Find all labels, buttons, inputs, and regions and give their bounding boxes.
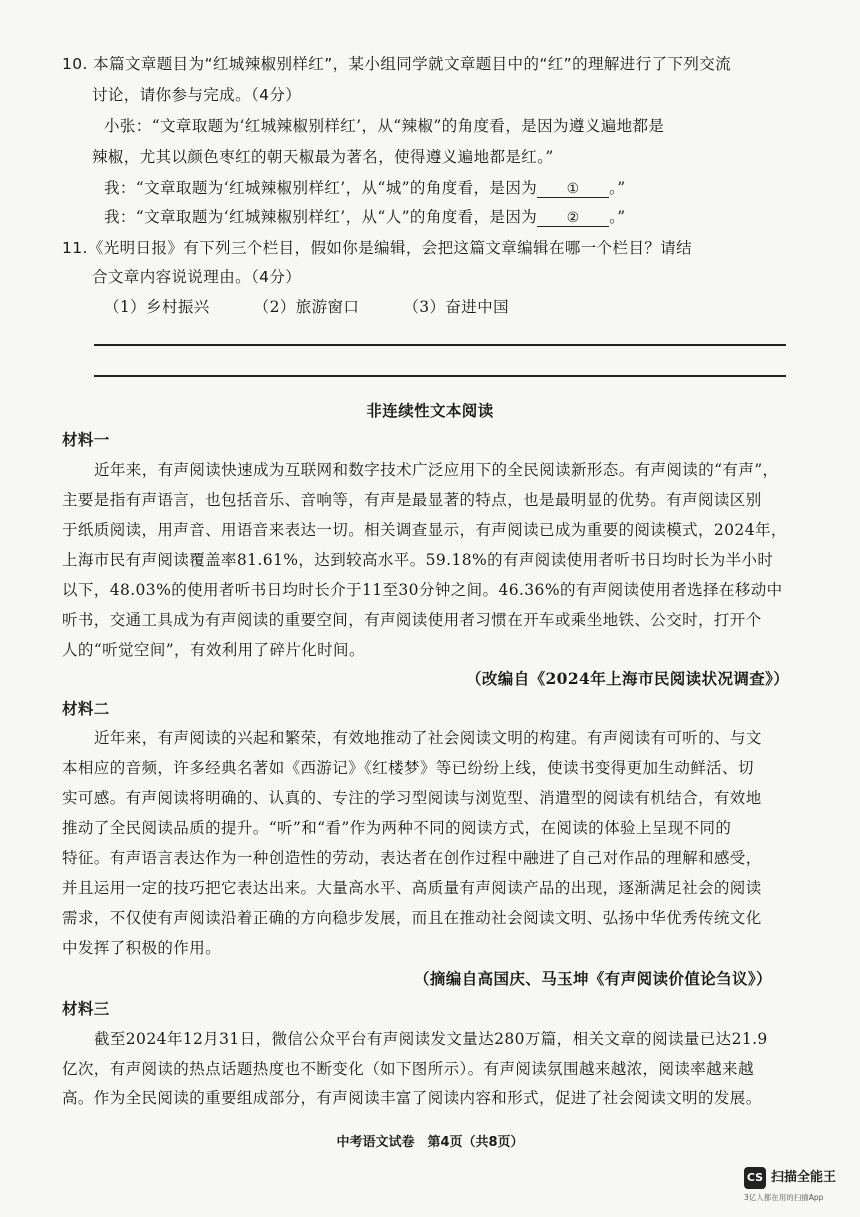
scanner-tagline: 3亿人都在用的扫描App xyxy=(744,1193,824,1202)
answer-line-2[interactable] xyxy=(94,375,786,377)
answer-1-prefix: 我：“文章取题为‘红城辣椒别样红’，从“城”的角度看，是因为 xyxy=(104,179,538,197)
material-3-label: 材料三 xyxy=(62,1000,110,1018)
answer-blank-1[interactable] xyxy=(537,177,609,198)
material-2-line: 本相应的音频，许多经典名著如《西游记》《红楼梦》等已纷纷上线，使读书变得更加生动鲜活、切 xyxy=(62,759,754,777)
scanner-watermark xyxy=(744,1165,848,1209)
question-10-answer-line-1 xyxy=(104,177,626,199)
scanner-logo-icon: CS xyxy=(744,1167,766,1189)
question-10-stem-line-1: 10. 本篇文章题目为“红城辣椒别样红”，某小组同学就文章题目中的“红”的理解进行了下列交流 xyxy=(62,55,732,73)
scanner-app-name: 扫描全能王 xyxy=(771,1170,837,1185)
blank-1-marker: ① xyxy=(566,181,580,197)
material-3-line: 高。作为全民阅读的重要组成部分，有声阅读丰富了阅读内容和形式，促进了社会阅读文明的发展。 xyxy=(62,1089,762,1107)
material-2-line: 实可感。有声阅读将明确的、认真的、专注的学习型阅读与浏览型、消遣型的阅读有机结合，有效地 xyxy=(62,789,762,807)
material-2-label: 材料二 xyxy=(62,700,110,718)
question-11-stem-line-1: 11.《光明日报》有下列三个栏目，假如你是编辑，会把这篇文章编辑在哪一个栏目？请结 xyxy=(62,239,693,257)
answer-2-suffix: 。” xyxy=(609,208,626,226)
option-1: （1）乡村振兴 xyxy=(104,298,210,316)
material-1-line: 近年来，有声阅读快速成为互联网和数字技术广泛应用下的全民阅读新形态。有声阅读的“有声”， xyxy=(94,461,779,479)
material-3-line: 截至2024年12月31日，微信公众平台有声阅读发文量达280万篇，相关文章的阅读量已达21.9 xyxy=(94,1030,768,1048)
answer-line-1[interactable] xyxy=(94,344,786,346)
blank-2-marker: ② xyxy=(566,210,580,226)
question-11-options xyxy=(104,296,553,318)
question-11-stem-line-2: 合文章内容说说理由。（4分） xyxy=(92,268,302,286)
material-1-line: 于纸质阅读，用声音、用语音来表达一切。相关调查显示，有声阅读已成为重要的阅读模式，2024年， xyxy=(62,521,787,539)
material-1-line: 人的“听觉空间”，有效利用了碎片化时间。 xyxy=(62,641,365,659)
section-heading: 非连续性文本阅读 xyxy=(366,402,494,420)
question-10-xiaozhang-line-1: 小张：“文章取题为‘红城辣椒别样红’，从“辣椒”的角度看，是因为遵义遍地都是 xyxy=(104,117,665,135)
material-2-line: 中发挥了积极的作用。 xyxy=(62,939,222,957)
material-2-line: 近年来，有声阅读的兴起和繁荣，有效地推动了社会阅读文明的构建。有声阅读有可听的、与文 xyxy=(94,729,762,747)
answer-blank-2[interactable] xyxy=(537,206,609,227)
material-3-line: 亿次，有声阅读的热点话题热度也不断变化（如下图所示）。有声阅读氛围越来越浓，阅读率越来越 xyxy=(62,1060,754,1078)
answer-1-suffix: 。” xyxy=(609,179,626,197)
material-2-line: 并且运用一定的技巧把它表达出来。大量高水平、高质量有声阅读产品的出现，逐渐满足社会的阅读 xyxy=(62,879,762,897)
material-2-line: 需求，不仅使有声阅读沿着正确的方向稳步发展，而且在推动社会阅读文明、弘扬中华优秀传统文化 xyxy=(62,909,762,927)
material-2-line: 特征。有声语言表达作为一种创造性的劳动，表达者在创作过程中融进了自己对作品的理解和感受， xyxy=(62,849,762,867)
option-3: （3）奋进中国 xyxy=(403,298,510,316)
material-1-line: 听书，交通工具成为有声阅读的重要空间，有声阅读使用者习惯在开车或乘坐地铁、公交时，打开个 xyxy=(62,611,762,629)
material-1-label: 材料一 xyxy=(62,431,110,449)
material-1-line: 以下，48.03%的使用者听书日均时长介于11至30分钟之间。46.36%的有声阅读使用者选择在移动中 xyxy=(62,581,783,599)
question-10-answer-line-2 xyxy=(104,206,626,228)
material-1-line: 上海市民有声阅读覆盖率81.61%，达到较高水平。59.18%的有声阅读使用者听书日均时长为半小时 xyxy=(62,551,774,569)
question-10-stem-line-2: 讨论，请你参与完成。（4分） xyxy=(92,86,302,104)
material-1-source: （改编自《2024年上海市民阅读状况调查》） xyxy=(466,669,790,688)
option-2: （2）旅游窗口 xyxy=(253,298,360,316)
material-2-source: （摘编自高国庆、马玉坤《有声阅读价值论刍议》） xyxy=(414,969,772,988)
answer-2-prefix: 我：“文章取题为‘红城辣椒别样红’，从“人”的角度看，是因为 xyxy=(104,208,538,226)
question-10-xiaozhang-line-2: 辣椒，尤其以颜色枣红的朝天椒最为著名，使得遵义遍地都是红。” xyxy=(92,148,554,166)
material-1-line: 主要是指有声语言，也包括音乐、音响等，有声是最显著的特点，也是最明显的优势。有声阅读区别 xyxy=(62,491,762,509)
material-2-line: 推动了全民阅读品质的提升。“听”和“看”作为两种不同的阅读方式，在阅读的体验上呈现不同的 xyxy=(62,819,732,837)
page-footer: 中考语文试卷 第4页（共8页） xyxy=(336,1135,524,1150)
